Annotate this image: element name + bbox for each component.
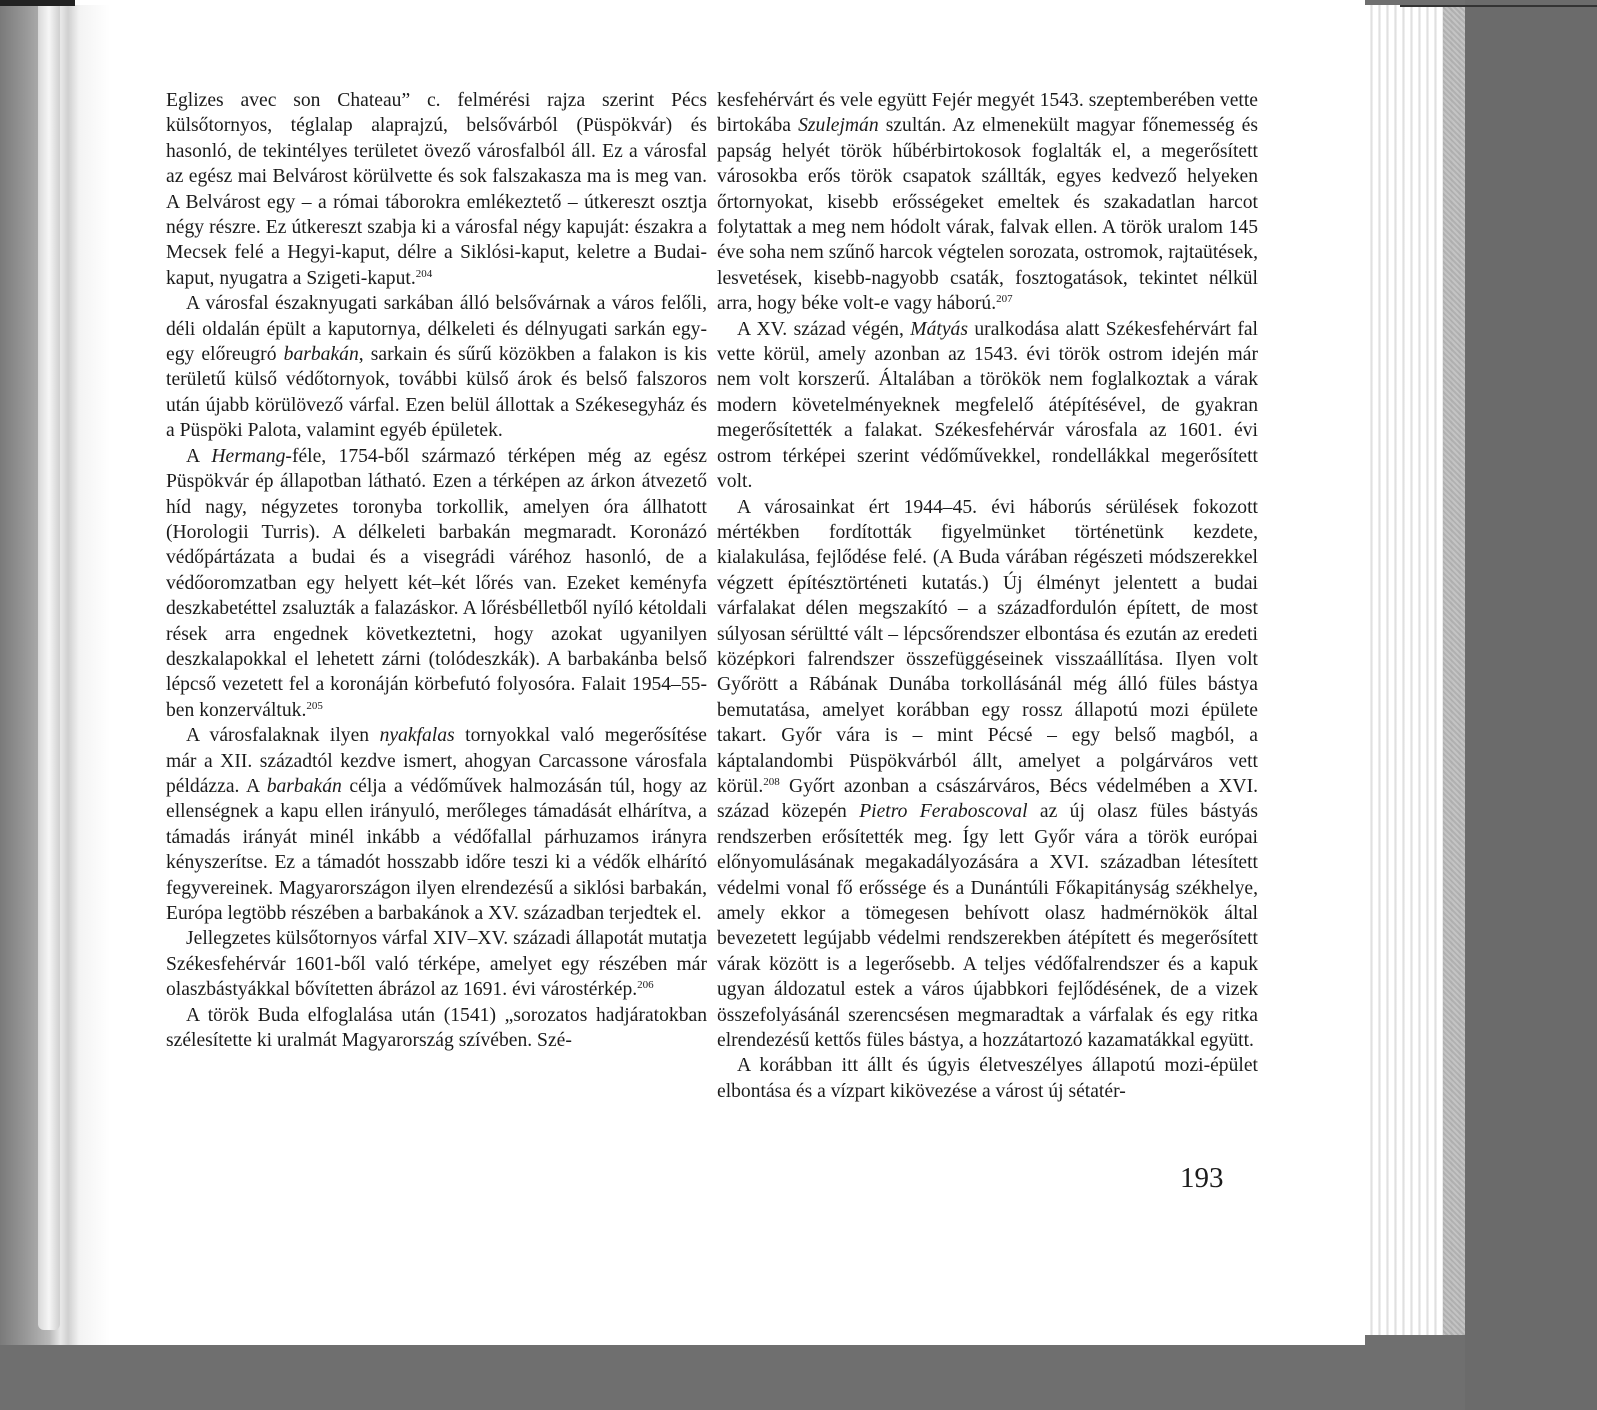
footnote-ref: 204: [415, 267, 433, 280]
text-run: uralkodása alatt Székesfehérvárt fal vette körül, amely azonban az 1543. évi török ostrom idején már nem volt korszerű. Általában a törökök nem foglalkoztak a várak modern követelményeknek megfelelő átépítésével, de gyakran megerősítették a falakat. Székesfehérvár városfala az 1601. évi ostrom térképei szerint védőművekkel, rondellákkal megerősített volt.: [717, 318, 1258, 493]
paragraph: [166, 723, 707, 926]
text-run: -féle, 1754-ből származó térképen még az egész Püspökvár ép állapotban látható. Ezen a térképen az árkon átvezető híd nagy, négyzetes toronyba torkollik, amelyen óra állhatott (Horologii Turris). A délkeleti barbakán megmaradt. Koronázó védőpártázata a budai és a visegrádi váréhoz hasonló, de a védőoromzatban egy helyett két–két lőrés van. Ezeket keményfa deszkabetéttel zsaluzták a falazáskor. A lőrésbélletből nyíló kétoldali rések arra engednek következtetni, hogy azokat ugyanilyen deszkalapokkal el lehetett zárni (tolódeszkák). A barbakánba belső lépcső vezetett fel a koronáján körbefutó folyosóra. Falait 1954–55-ben konzerváltuk.: [166, 445, 707, 721]
paragraph: [717, 1053, 1258, 1104]
text-run: Eglizes avec son Chateau” c. felmérési rajza szerint Pécs külsőtornyos, téglalap alaprajzú, belsővárból (Püspökvár) és hasonló, de tekintélyes területet övező városfalból áll. Ez a városfal az egész mai Belvárost körülvette és sok falszakasza ma is meg van. A Belvárost egy – a római táborokra emlékeztető – útkereszt osztja négy részre. Ez útkereszt szabja ki a városfal négy kapuját: északra a Mecsek felé a Hegyi-kaput, délre a Siklósi-kaput, keletre a Budai-kaput, nyugatra a Szigeti-kaput.: [166, 90, 707, 289]
footnote-ref: 208: [763, 775, 780, 788]
page-number: 193: [1180, 1162, 1224, 1194]
page-block-edge: [1443, 5, 1465, 1335]
italic-term: barbakán: [283, 344, 359, 366]
text-run: tornyokkal való megerősítése már a XII. századtól kezdve ismert, ahogyan Carcassone városfala példázza. A: [166, 725, 707, 797]
scanner-background: [1465, 0, 1597, 1410]
italic-term: Pietro Feraboscoval: [859, 801, 1028, 823]
text-run: A városainkat ért 1944–45. évi háborús sérülések fokozott mértékben fordították figyelmünket történetünk kezdete, kialakulása, fejlődése felé. (A Buda várában régészeti módszerekkel végzett építésztörténeti kutatás.) Új élményt jelentett a budai várfalakat délen megszakító – a századfordulón épített, de most súlyosan sérültté vált – lépcsőrendszer elbontása és ezután az eredeti középkori falrendszer összefüggéseinek visszaállítása. Ilyen volt Győrött a Rábának Dunába torkollásánál még álló füles bástya bemutatása, amelyet korábban egy rossz állapotú mozi épülete takart. Győr vára is – mint Pécsé – egy belső magból, a káptalandombi Püspökvárból állt, amelyet a polgárváros vett körül.: [717, 496, 1258, 797]
text-run: , sarkain és sűrű közökben a falakon is kis területű külső védőtornyok, további külső árok és belső falszoros után újabb körülövező várfal. Ezen belül állottak a Székesegyház és a Püspöki Palota, valamint egyéb épületek.: [166, 344, 707, 442]
text-run: A XV. század végén,: [737, 318, 911, 340]
italic-term: Hermang: [211, 445, 286, 467]
text-run: Győrt azonban a császárváros, Bécs védelmében a XVI. század közepén: [717, 775, 1258, 823]
paragraph: [166, 926, 707, 1002]
footnote-ref: 206: [637, 979, 654, 992]
scan-edge: [0, 0, 75, 6]
text-run: szultán. Az elmenekült magyar főnemesség és papság helyét török hűbérbirtokosok foglalták el, a megerősített városokba erős török csapatok szállták, egyes kedvező helyeken őrtornyokat, kisebb erősségeket emeltek és szakadatlan harcot folytattak a meg nem hódolt várak, falvak ellen. A török uralom 145 éve soha nem szűnő harcok végtelen sorozata, ostromok, rajtaütések, lesvetések, kisebb-nagyobb csaták, fosztogatások, tekintet nélkül arra, hogy béke volt-e vagy háború.: [717, 115, 1258, 315]
paragraph: [166, 291, 707, 443]
text-run: az új olasz füles bástyás rendszerben erősítették meg. Így lett Győr vára a török európai előnyomulásának megakadályozására a XVI. században létesített védelmi vonal fő erőssége és a Dunántúli Főkapitányság székhelye, amely ekkor a tömegesen behívott olasz hadmérnökök által bevezetett legújabb védelmi rendszerekben átépített és megerősített várak között is a legerősebb. A teljes védőfalrendszer és a kapuk ugyan áldozatul estek a város újabbkori fejlődésének, de a vizek összefolyásánál szerencsésen megmaradtak a várfalak és egy ritka elrendezésű kettős füles bástya, a hozzátartozó kazamatákkal együtt.: [717, 801, 1258, 1052]
footnote-ref: 207: [996, 293, 1013, 306]
text-run: A városfal északnyugati sarkában álló belsővárnak a város felőli, déli oldalán épült a kaputornya, délkeleti és délnyugati sarkán egy-egy előreugró: [166, 293, 707, 366]
paragraph: [717, 495, 1258, 1054]
left-text-column: [166, 88, 707, 1053]
footnote-ref: 205: [306, 699, 323, 712]
italic-term: Szulejmán: [798, 115, 879, 137]
text-run: Jellegzetes külsőtornyos várfal XIV–XV. századi állapotát mutatja Székesfehérvár 1601-ből való térképe, amelyet egy részében már olaszbástyákkal bővítetten ábrázol az 1691. évi várostérkép.: [166, 928, 707, 1001]
scan-top-edge: [1400, 5, 1597, 7]
text-run: célja a védőművek halmozásán túl, hogy az ellenségnek a kapu ellen irányuló, merőleges támadását elhárítva, a támadás irányát minél inkább a védőfallal párhuzamos irányra kényszerítse. Ez a támadót hosszabb időre teszi ki a védők elhárító fegyvereinek. Magyarországon ilyen elrendezésű a siklósi barbakán, Európa legtöbb részében a barbakánok a XV. században terjedtek el.: [166, 775, 708, 924]
italic-term: nyakfalas: [379, 725, 455, 747]
text-run: A korábban itt állt és úgyis életveszélyes állapotú mozi-épület elbontása és a vízpart kikövezése a várost új sétatér-: [717, 1055, 1258, 1102]
text-run: kesfehérvárt és vele együtt Fejér megyét 1543. szeptemberében vette birtokába: [717, 90, 1258, 137]
paragraph: [717, 88, 1258, 317]
paragraph: [166, 444, 707, 723]
text-run: A török Buda elfoglalása után (1541) „sorozatos hadjáratokban szélesítette ki uralmát Magyarország szívében. Szé-: [166, 1004, 707, 1052]
italic-term: Mátyás: [910, 318, 968, 340]
book-binding-shadow: [0, 5, 110, 1345]
page-fold: [38, 5, 60, 1330]
paragraph: [166, 1003, 707, 1054]
right-text-column: [717, 88, 1258, 1104]
text-run: A városfalaknak ilyen: [186, 725, 380, 747]
italic-term: barbakán: [266, 775, 342, 797]
paragraph: [166, 88, 707, 291]
page-stack-edges: [1365, 5, 1465, 1335]
text-run: A: [186, 445, 212, 467]
paragraph: [717, 317, 1258, 495]
